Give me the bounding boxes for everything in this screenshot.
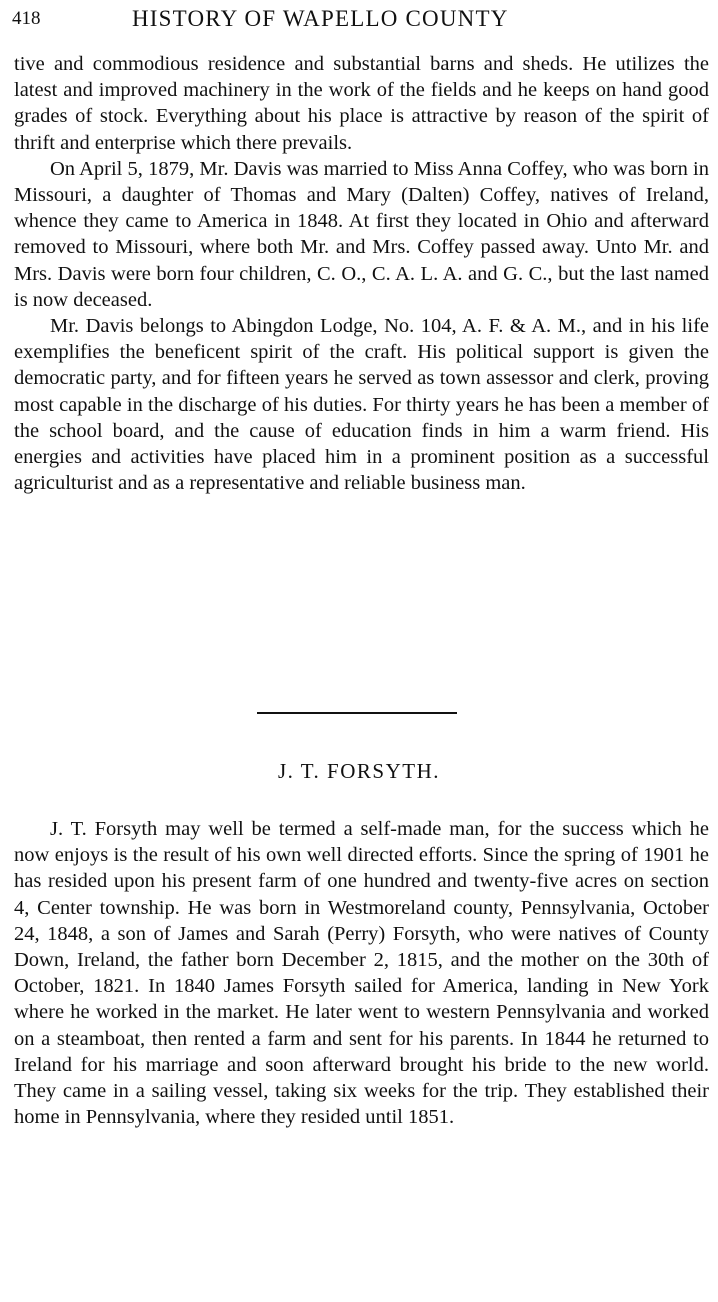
paragraph-marriage: On April 5, 1879, Mr. Davis was married to Miss Anna Coffey, who was born in Missouri, a daughter of Thomas and Mary (Dalten) Coffey, natives of Ireland, whence they came to America in 1848. At first they located in Ohio and afterward removed to Missouri, where both Mr. and Mrs. Coffey passed away. Unto Mr. and Mrs. Davis were born four children, C. O., C. A. L. A. and G. C., but the last named is now deceased.	[14, 157, 709, 311]
paragraph-farm-description: tive and commodious residence and substantial barns and sheds. He utilizes the latest and improved machinery in the work of the fields and he keeps on hand good grades of stock. Everything about his place is attractive by reason of the spirit of thrift and enterprise which there prevails.	[14, 53, 709, 154]
paragraph-forsyth-intro: J. T. Forsyth may well be termed a self-made man, for the success which he now enjoys is the result of his own well directed efforts. Since the spring of 1901 he has resided upon his present farm of one hundred and twenty-five acres on section 4, Center township. He was born in Westmoreland county, Pennsylvania, October 24, 1848, a son of James and Sarah (Perry) Forsyth, who were natives of County Down, Ireland, the father born December 2, 1815, and the mother on the 30th of October, 1821. In 1840 James Forsyth sailed for America, landing in New York where he worked in the market. He later went to western Pennsylvania and worked on a steamboat, then rented a farm and sent for his parents. In 1844 he returned to Ireland for his marriage and soon afterward brought his bride to the new world. They came in a sailing vessel, taking six weeks for the trip. They established their home in Pennsylvania, where they resided until 1851.	[14, 818, 709, 1129]
section-divider-rule	[257, 712, 457, 714]
paragraph-lodge-and-politics: Mr. Davis belongs to Abingdon Lodge, No. 104, A. F. & A. M., and in his life exemplifies the beneficent spirit of the craft. His political support is given the democratic party, and for fifteen years he served as town assessor and clerk, proving most capable in the discharge of his duties. For thirty years he has been a member of the school board, and the cause of education finds in him a warm friend. His energies and activities have placed him in a prominent position as a successful agriculturist and as a representative and reliable business man.	[14, 315, 709, 495]
page-header	[12, 6, 708, 34]
forsyth-biography	[14, 816, 709, 1130]
section-title: J. T. FORSYTH.	[277, 759, 440, 783]
page-number: 418	[12, 8, 41, 29]
davis-biography-continued	[14, 51, 709, 496]
running-head: HISTORY OF WAPELLO COUNTY	[132, 6, 509, 31]
